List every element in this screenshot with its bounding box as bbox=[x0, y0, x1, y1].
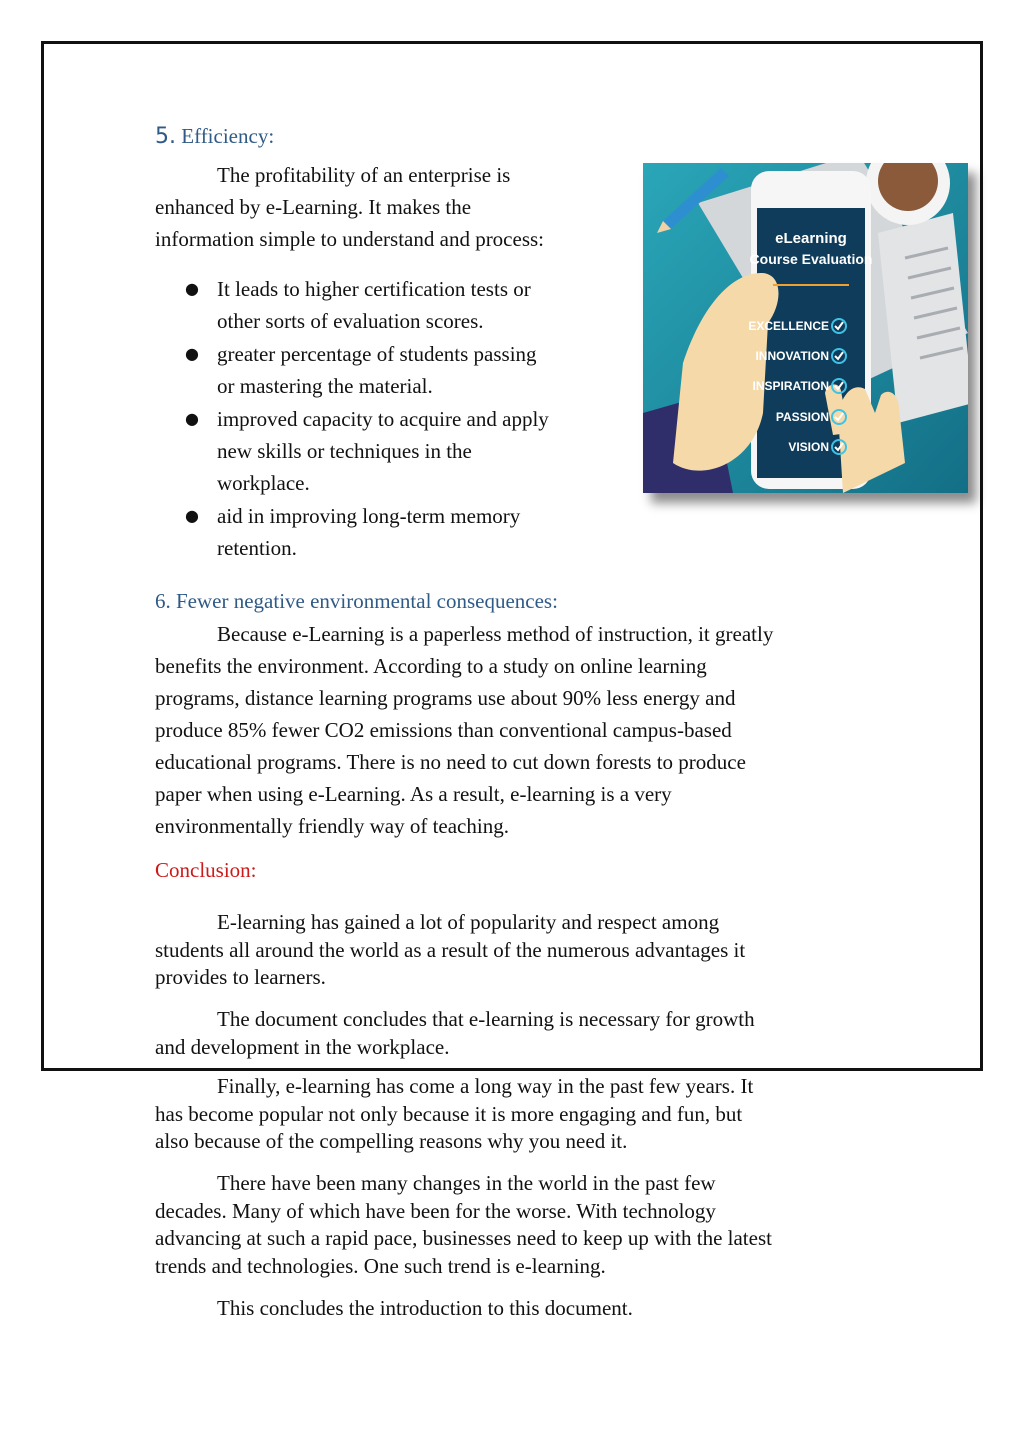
para-line: educational programs. There is no need to cut down forests to produce bbox=[155, 750, 746, 774]
efficiency-bullet-list bbox=[185, 273, 605, 565]
bullet-line: or mastering the material. bbox=[217, 374, 433, 398]
para-line: environmentally friendly way of teaching. bbox=[155, 814, 509, 838]
conclusion-paragraph-2 bbox=[155, 1006, 875, 1061]
section-5-intro bbox=[155, 159, 544, 255]
bullet-line: retention. bbox=[217, 536, 297, 560]
conclusion-paragraph-3 bbox=[155, 1073, 875, 1156]
para-line: and development in the workplace. bbox=[155, 1034, 450, 1059]
para-line: decades. Many of which have been for the worse. With technology bbox=[155, 1198, 716, 1223]
bullet-line: workplace. bbox=[217, 471, 310, 495]
intro-line: information simple to understand and process: bbox=[155, 227, 545, 251]
figure-item-inspiration: INSPIRATION bbox=[752, 379, 829, 393]
bullet-icon: ● bbox=[185, 409, 199, 428]
section-6-heading: 6. Fewer negative environmental consequences: bbox=[155, 589, 558, 613]
conclusion-paragraph-1 bbox=[155, 909, 875, 992]
para-line: provides to learners. bbox=[155, 965, 326, 989]
para-line: produce 85% fewer CO2 emissions than conventional campus-based bbox=[155, 718, 732, 742]
bullet-icon: ● bbox=[185, 344, 199, 363]
para-line: programs, distance learning programs use about 90% less energy and bbox=[155, 686, 736, 710]
para-line: also because of the compelling reasons why you need it. bbox=[155, 1129, 628, 1153]
bullet-line: aid in improving long-term memory bbox=[217, 504, 521, 528]
illustration-graphic bbox=[643, 163, 968, 493]
figure-title-line2: Course Evaluation bbox=[749, 251, 873, 267]
figure-item-vision: VISION bbox=[788, 440, 829, 454]
bullet-icon: ● bbox=[185, 506, 199, 525]
section-5-heading bbox=[155, 124, 274, 149]
para-line: trends and technologies. One such trend is e-learning. bbox=[155, 1253, 606, 1278]
para-line: Because e-Learning is a paperless method of instruction, it greatly bbox=[217, 622, 774, 646]
list-item bbox=[185, 273, 605, 337]
para-line: students all around the world as a result of the numerous advantages it bbox=[155, 937, 746, 962]
para-line: E-learning has gained a lot of popularity and respect among bbox=[217, 910, 720, 934]
section-5-title: Efficiency: bbox=[181, 124, 275, 148]
para-line: Finally, e-learning has come a long way in the past few years. It bbox=[217, 1074, 754, 1098]
bullet-line: improved capacity to acquire and apply bbox=[217, 407, 549, 431]
bullet-line: new skills or techniques in the bbox=[217, 439, 472, 463]
list-item bbox=[185, 338, 605, 402]
para-line: This concludes the introduction to this document. bbox=[217, 1296, 633, 1320]
bullet-icon: ● bbox=[185, 279, 199, 298]
bullet-line: other sorts of evaluation scores. bbox=[217, 309, 484, 333]
section-5-number: 5. bbox=[155, 124, 176, 149]
figure-title-line1: eLearning bbox=[775, 230, 847, 247]
conclusion-heading: Conclusion: bbox=[155, 858, 257, 882]
para-line: There have been many changes in the world in the past few bbox=[217, 1171, 716, 1195]
conclusion-paragraph-5 bbox=[155, 1295, 875, 1323]
para-line: has become popular not only because it is more engaging and fun, but bbox=[155, 1101, 743, 1126]
para-line: paper when using e-Learning. As a result, e-learning is a very bbox=[155, 782, 672, 806]
section-6-paragraph bbox=[155, 618, 875, 842]
bullet-line: greater percentage of students passing bbox=[217, 342, 537, 366]
conclusion-paragraph-4 bbox=[155, 1170, 875, 1280]
elearning-course-evaluation-illustration bbox=[643, 163, 968, 493]
figure-item-passion: PASSION bbox=[775, 410, 829, 424]
figure-item-innovation: INNOVATION bbox=[755, 349, 829, 363]
intro-line: The profitability of an enterprise is bbox=[217, 163, 511, 187]
intro-line: enhanced by e-Learning. It makes the bbox=[155, 195, 472, 219]
list-item bbox=[185, 403, 605, 499]
figure-item-excellence: EXCELLENCE bbox=[748, 319, 829, 333]
para-line: The document concludes that e-learning is necessary for growth bbox=[217, 1007, 755, 1031]
para-line: benefits the environment. According to a study on online learning bbox=[155, 654, 707, 678]
para-line: advancing at such a rapid pace, businesses need to keep up with the latest bbox=[155, 1226, 772, 1250]
bullet-line: It leads to higher certification tests or bbox=[217, 277, 531, 301]
list-item bbox=[185, 500, 605, 564]
